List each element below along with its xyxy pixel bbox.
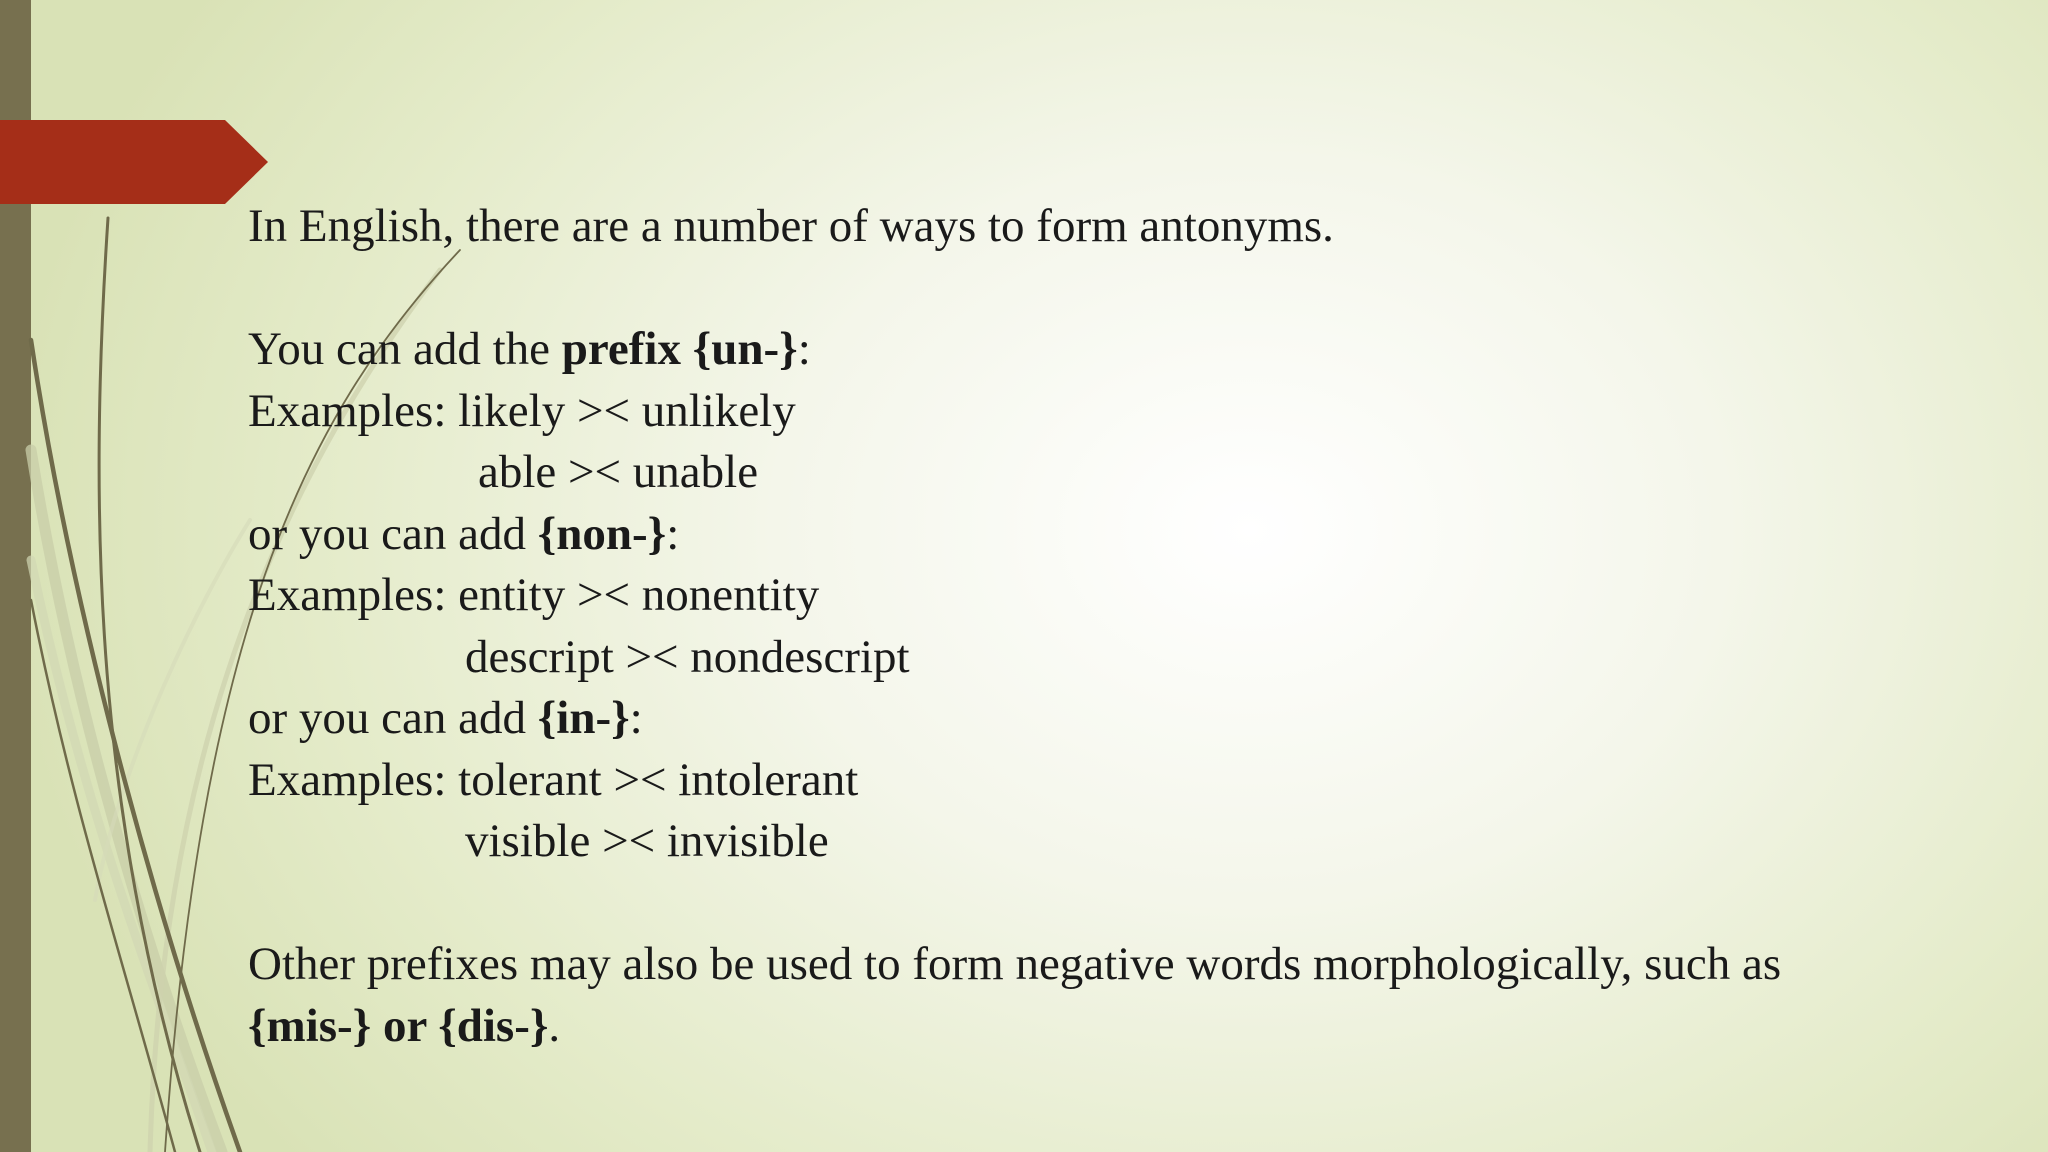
prefix-un-lead: You can add the: [248, 323, 562, 375]
other-prefixes-terms: [248, 996, 1948, 1058]
prefix-in-lead: or you can add: [248, 692, 538, 744]
prefix-in-colon: :: [629, 692, 643, 744]
prefix-non-term: {non-}: [537, 507, 667, 560]
prefix-mis-term: {mis-}: [248, 999, 372, 1052]
examples-label: Examples:: [248, 753, 459, 806]
period: .: [548, 999, 561, 1052]
prefix-non-example-2: descript >< nondescript: [465, 630, 910, 683]
example-text: likely >< unlikely: [458, 384, 796, 437]
prefix-un-example-1: [248, 381, 1948, 443]
prefix-in-heading: [248, 688, 1948, 750]
examples-label: Examples:: [248, 384, 459, 437]
example-text: tolerant >< intolerant: [458, 753, 859, 806]
prefix-non-example-1: [248, 565, 1948, 627]
prefix-non-lead: or you can add: [248, 507, 538, 560]
prefix-non-heading: [248, 504, 1948, 566]
spacer: [248, 258, 1948, 320]
spacer: [248, 873, 1948, 935]
prefix-in-term: {in-}: [537, 692, 630, 744]
prefix-un-colon: :: [797, 323, 811, 375]
intro-text: In English, there are a number of ways to form antonyms.: [248, 200, 1334, 252]
prefix-dis-term: {dis-}: [438, 999, 549, 1052]
slide-body: [248, 196, 1948, 1057]
prefix-in-example-2: visible >< invisible: [465, 815, 829, 867]
examples-label: Examples:: [248, 569, 459, 621]
other-prefixes-text: Other prefixes may also be used to form negative words morphologically, such as: [248, 938, 1782, 990]
prefix-un-term: prefix {un-}: [561, 323, 798, 375]
title-accent-pentagon: [0, 120, 268, 204]
prefix-un-heading: [248, 319, 1948, 381]
or-word: or: [371, 999, 439, 1052]
prefix-un-example-2: able >< unable: [478, 446, 759, 498]
example-text: entity >< nonentity: [458, 569, 820, 621]
prefix-in-example-1: [248, 750, 1948, 812]
prefix-non-colon: :: [666, 507, 680, 560]
